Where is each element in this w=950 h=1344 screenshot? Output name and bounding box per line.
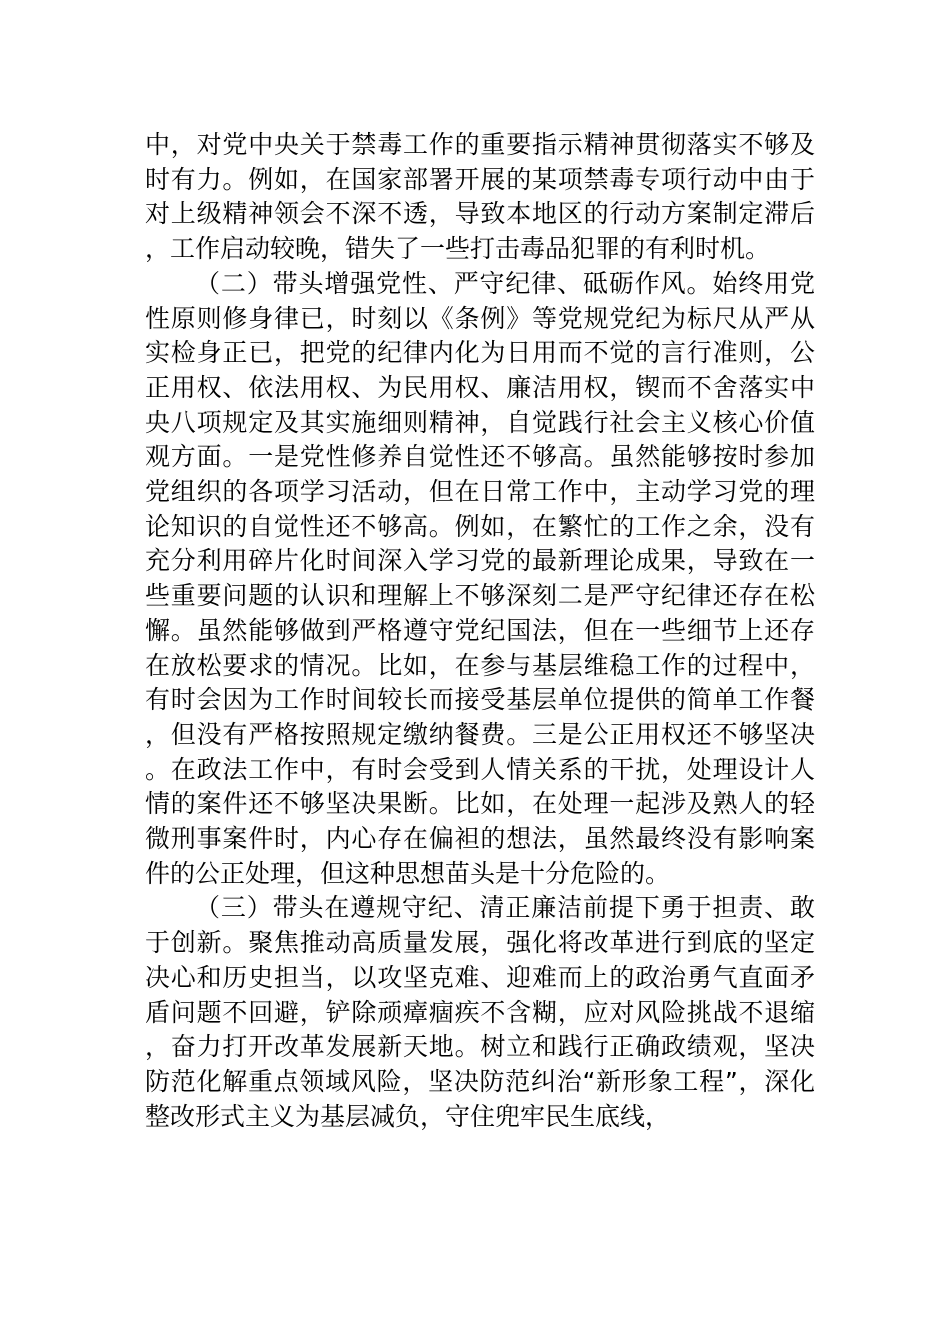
paragraph-section-two: （二）带头增强党性、严守纪律、砥砺作风。始终用党性原则修身律已，时刻以《条例》等党规党纪为标尺从严从实检身正已，把党的纪律内化为日用而不觉的言行准则，公正用权、依法用权、为民用权、廉洁用权，锲而不舍落实中央八项规定及其实施细则精神，自觉践行社会主义核心价值观方面。一是党性修养自觉性还不够高。虽然能够按时参加党组织的各项学习活动，但在日常工作中，主动学习党的理论知识的自觉性还不够高。例如，在繁忙的工作之余，没有充分利用碎片化时间深入学习党的最新理论成果，导致在一些重要问题的认识和理解上不够深刻二是严守纪律还存在松懈。虽然能够做到严格遵守党纪国法，但在一些细节上还存在放松要求的情况。比如，在参与基层维稳工作的过程中，有时会因为工作时间较长而接受基层单位提供的简单工作餐，但没有严格按照规定缴纳餐费。三是公正用权还不够坚决。在政法工作中，有时会受到人情关系的干扰，处理设计人情的案件还不够坚决果断。比如，在处理一起涉及熟人的轻微刑事案件时，内心存在偏袒的想法，虽然最终没有影响案件的公正处理，但这种思想苗头是十分危险的。	[145, 268, 815, 888]
paragraph-section-three: （三）带头在遵规守纪、清正廉洁前提下勇于担责、敢于创新。聚焦推动高质量发展，强化将改革进行到底的坚定决心和历史担当，以攻坚克难、迎难而上的政治勇气直面矛盾问题不回避，铲除顽瘴痼疾不含糊，应对风险挑战不退缩，奋力打开改革发展新天地。树立和践行正确政绩观，坚决防范化解重点领域风险，坚决防范纠治“新形象工程”，深化整改形式主义为基层减负，守住兜牢民生底线，	[145, 893, 815, 1131]
document-body	[145, 128, 815, 1134]
paragraph-continuation: 中，对党中央关于禁毒工作的重要指示精神贯彻落实不够及时有力。例如，在国家部署开展的某项禁毒专项行动中由于对上级精神领会不深不透，导致本地区的行动方案制定滞后，工作启动较晚，错失了一些打击毒品犯罪的有利时机。	[145, 130, 815, 264]
